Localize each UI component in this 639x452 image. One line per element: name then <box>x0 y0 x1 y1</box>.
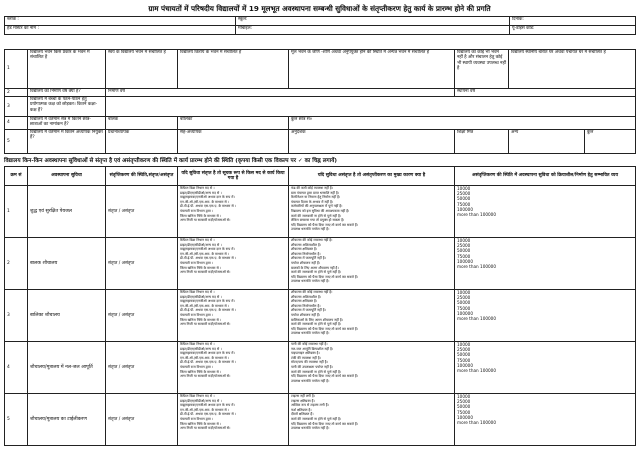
reason-option[interactable]: यदि विद्यालय को पैसा दिया जाए तो कार्य कर सकते हैं। <box>291 222 359 227</box>
cost-option[interactable]: 25000 <box>457 399 471 405</box>
boys-cell[interactable]: बालक <box>106 117 178 130</box>
row-number: 4 <box>5 117 28 130</box>
scheme-option[interactable]: डाइट/डीएम/सीडीओ/अन्य मद से । <box>180 398 222 403</box>
scheme-option[interactable]: अन्य निजी या सरकारी मदों/योजनाओं से। <box>180 426 231 431</box>
reason-option[interactable]: कार्य की जानकारी ना होने से पूर्ण नहीं है। <box>291 322 342 327</box>
reason-options[interactable] <box>289 186 455 238</box>
reason-option[interactable]: नल-जल आपूर्ति क्रियाशील नहीं है। <box>291 346 334 351</box>
scheme-option[interactable]: कैफिल विद्या निधान मद से । <box>180 394 215 398</box>
shiksha-mitra-cell[interactable]: शिक्षा मित्र <box>455 130 509 154</box>
scheme-option[interactable]: वाह्यसहायक/एनजीओ अथवा दान के रूप में। <box>180 247 235 252</box>
column-header: असंतृप्तिकरण की स्थिति में अवस्थापना सुविधा को क्रियाशील/निर्माण हेतु सम्भावित व्यय <box>455 167 636 186</box>
scheme-option[interactable]: वाह्यसहायक/एनजीओ अथवा दान के रूप में। <box>180 403 235 408</box>
scheme-option[interactable]: एन.जी.ओ./सी.एस.आर. के माध्यम से । <box>180 251 230 256</box>
reason-option[interactable]: शौचालय की कोई व्यवस्था नहीं है। <box>291 238 333 242</box>
column-header: संतृप्तिकरण की स्थिति,संतृप्त/असंतृप्त <box>106 167 178 186</box>
question: विद्यालय में वर्तमान सत्र में कितने छात्र-छात्राओं का नामांकन है? <box>28 117 106 130</box>
form-title: ग्राम पंचायतों में परिषदीय विद्यालयों में 19 मूलभूत अवस्थापना सम्बन्धी सुविधाओं के संतृप्तीकरण हेतु कार्य के प्रारम्भ होने की प्रगति <box>148 4 491 13</box>
cost-option[interactable]: 75000 <box>457 409 471 415</box>
reason-option[interactable]: उपलब्ध धनराशि पर्याप्त नहीं है। <box>291 331 330 336</box>
detail-row <box>5 117 636 130</box>
facility-name: शुद्ध एवं सुरक्षित पेयजल <box>28 186 106 238</box>
cost-option[interactable]: 50000 <box>457 196 471 202</box>
scheme-option[interactable]: डी.पी.ई.पी. अथवा एस.एस.ए. के माध्यम से । <box>180 204 237 209</box>
cost-option[interactable]: more than 100000 <box>457 316 497 322</box>
scheme-option[interactable]: जिला खनिज निधि के माध्यम से । <box>180 369 222 374</box>
facility-row <box>5 290 636 342</box>
scheme-option[interactable]: पंचायती राज विभाग द्वारा । <box>180 364 214 369</box>
cost-option[interactable]: more than 100000 <box>457 212 497 218</box>
question: विद्यालय भवन किस प्रकार के भवन में संचालित है <box>28 50 106 89</box>
scheme-option[interactable]: पंचायती राज विभाग द्वारा । <box>180 312 214 317</box>
reason-options[interactable] <box>289 290 455 342</box>
other-cell[interactable]: अन्य <box>509 130 585 154</box>
headmaster-label[interactable]: हेड मास्टर का नाम : <box>5 26 236 35</box>
reason-option[interactable]: बालिकाओं के लिए अलग शौचालय नहीं है। <box>291 317 343 322</box>
scheme-option[interactable]: कैफिल विद्या निधान मद से । <box>180 290 215 294</box>
table-header-row <box>5 167 636 186</box>
scheme-option[interactable]: डी.पी.ई.पी. अथवा एस.एस.ए. के माध्यम से । <box>180 308 237 313</box>
cost-option[interactable]: 25000 <box>457 347 471 353</box>
facility-table <box>4 166 636 446</box>
establishment-year-cell[interactable]: स्थापना वर्ष <box>455 89 636 97</box>
scheme-option[interactable]: पंचायती राज विभाग द्वारा । <box>180 416 214 421</box>
scheme-option[interactable]: पंचायती राज विभाग द्वारा । <box>180 260 214 265</box>
school-label[interactable]: स्कूल: <box>236 17 510 26</box>
option-cell[interactable]: विद्यालय स्थानीय बारात घर अथवा पंचायत घर में संचालित है <box>509 50 636 89</box>
scheme-option[interactable]: डाइट/डीएम/सीडीओ/अन्य मद से । <box>180 346 222 351</box>
question: विद्यालय में वर्तमान में कितने अध्यापक नियुक्त हैं? <box>28 130 106 154</box>
headmaster-count-cell[interactable]: प्रधानाध्यापक <box>106 130 178 154</box>
date-label[interactable]: दिनांक: <box>510 17 636 26</box>
facility-name: बालक शौचालय <box>28 238 106 290</box>
info-row <box>5 17 636 26</box>
reason-option[interactable]: पाइपलाइन क्षतिग्रस्त है। <box>291 351 320 356</box>
facility-name: शौचालय/मूत्रालय का टाईलीकरण <box>28 394 106 446</box>
section-heading: विद्यालय किन-किन अवस्थापना सुविधाओं से संतृप्त है एवं असंतृप्तीकरण की स्थिति में कार्य प्रारम्भ होने की स्थिति (कृपया किसी एक विकल्प पर ✓ का चिह्न लगायें) <box>4 158 337 164</box>
cost-option[interactable]: 100000 <box>457 206 473 212</box>
cost-option[interactable]: 25000 <box>457 295 471 301</box>
reason-option[interactable]: पर्याप्त शौचालय नहीं हैं। <box>291 260 321 265</box>
reason-option[interactable]: पानी की कोई व्यवस्था नहीं है। <box>291 342 328 346</box>
reason-option[interactable]: शौचालय अक्रियाशील है। <box>291 242 322 247</box>
scheme-option[interactable]: कैफिल विद्या निधान मद से । <box>180 342 215 346</box>
cost-option[interactable]: 50000 <box>457 352 471 358</box>
column-header: क्रम सं <box>5 167 28 186</box>
cost-option[interactable]: 10000 <box>457 238 471 243</box>
scheme-option[interactable]: कैफिल विद्या निधान मद से । <box>180 238 215 242</box>
mobile-label[interactable]: मोबाइल: <box>236 26 510 35</box>
saturation-status[interactable]: संतृप्त / असंतृप्त <box>106 394 178 446</box>
reason-option[interactable]: यदि विद्यालय को पैसा दिया जाए तो कार्य कर सकते हैं। <box>291 326 359 331</box>
reason-option[interactable]: शौचालय की कोई व्यवस्था नहीं है। <box>291 290 333 294</box>
reason-option[interactable]: कार्य की जानकारी ना होने से पूर्ण नहीं है। <box>291 416 342 421</box>
reason-option[interactable]: फंड की कमी कोई व्यवस्था नहीं है। <box>291 186 333 190</box>
cost-option[interactable]: 75000 <box>457 305 471 311</box>
scheme-option[interactable]: कैफिल विद्या निधान मद से । <box>180 186 215 190</box>
reason-option[interactable]: कर्मचारियों की अनुपलब्धता में पूर्ण नहीं है। <box>291 204 343 209</box>
reason-option[interactable]: दीवारें क्षतिग्रस्त हैं। <box>291 412 314 417</box>
reason-option[interactable]: बालकों के लिए अलग शौचालय नहीं है। <box>291 265 339 270</box>
scheme-option[interactable]: जिला खनिज निधि के माध्यम से । <box>180 317 222 322</box>
answer-cell[interactable] <box>106 97 636 117</box>
cost-options[interactable] <box>455 186 636 238</box>
school-info-table <box>4 16 636 35</box>
reason-option[interactable]: शौचालय क्षतिग्रस्त है। <box>291 299 318 304</box>
reason-option[interactable]: यदि विद्यालय को पैसा दिया जाए तो कार्य कर सकते हैं। <box>291 421 359 426</box>
info-row <box>5 26 636 35</box>
scheme-option[interactable]: एन.जी.ओ./सी.एस.आर. के माध्यम से । <box>180 199 230 204</box>
reason-option[interactable]: फर्श क्षतिग्रस्त है। <box>291 407 312 412</box>
option-cell[interactable]: स्वयं के विद्यालय भवन में संचालित है <box>106 50 178 89</box>
row-number: 1 <box>5 186 28 238</box>
saturation-status[interactable]: संतृप्त / असंतृप्त <box>106 186 178 238</box>
cost-options[interactable] <box>455 394 636 446</box>
block-label[interactable]: ब्लाक : <box>5 17 236 26</box>
scheme-option[interactable]: पंचायती राज विभाग द्वारा । <box>180 208 214 213</box>
scheme-option[interactable]: डाइट/डीएम/सीडीओ/अन्य मद से । <box>180 190 222 195</box>
scheme-option[interactable]: जिला खनिज निधि के माध्यम से । <box>180 265 222 270</box>
row-number: 5 <box>5 130 28 154</box>
scheme-option[interactable]: डी.पी.ई.पी. अथवा एस.एस.ए. के माध्यम से । <box>180 360 237 365</box>
scheme-option[interactable]: जिला खनिज निधि के माध्यम से । <box>180 421 222 426</box>
reason-option[interactable]: पर्याप्त शौचालय नहीं हैं। <box>291 312 321 317</box>
cost-options[interactable] <box>455 342 636 394</box>
reason-option[interactable]: लेकिन बनवाया गया तो प्रयुक्त हो सकता है। <box>291 218 345 223</box>
cost-option[interactable]: 75000 <box>457 357 471 363</box>
column-header: अवस्थापना सुविधा <box>28 167 106 186</box>
reason-option[interactable]: शौचालय में जलापूर्ति नहीं है। <box>291 308 326 313</box>
reason-option[interactable]: मोटर/पम्प की व्यवस्था नहीं है। <box>291 360 328 365</box>
reason-option[interactable]: शौचालय निर्माणाधीन है। <box>291 251 321 256</box>
facility-row <box>5 238 636 290</box>
scheme-option[interactable]: एन.जी.ओ./सी.एस.आर. के माध्यम से । <box>180 355 230 360</box>
cost-options[interactable] <box>455 290 636 342</box>
scheme-option[interactable]: वाह्यसहायक/एनजीओ अथवा दान के रूप में। <box>180 351 235 356</box>
row-number: 5 <box>5 394 28 446</box>
cost-option[interactable]: 10000 <box>457 342 471 347</box>
facility-row <box>5 186 636 238</box>
reason-option[interactable]: शौचालय में जलापूर्ति नहीं है। <box>291 256 326 261</box>
facility-name: शौचालय/मूत्रालय में नल-जल आपूर्ति <box>28 342 106 394</box>
cost-option[interactable]: more than 100000 <box>457 368 497 374</box>
reason-options[interactable] <box>289 342 455 394</box>
reason-option[interactable]: पानी की उपलब्धता पर्याप्त नहीं है। <box>291 364 333 369</box>
scheme-option[interactable]: अन्य निजी या सरकारी मदों/योजनाओं से। <box>180 322 231 327</box>
facility-row <box>5 342 636 394</box>
row-number: 1 <box>5 50 28 89</box>
reason-option[interactable]: टाइल्स नहीं लगी है। <box>291 394 316 398</box>
reason-option[interactable]: कार्य की जानकारी ना होने से पूर्ण नहीं है। <box>291 369 342 374</box>
cost-option[interactable]: 100000 <box>457 362 473 368</box>
detail-row <box>5 130 636 154</box>
cost-option[interactable]: 100000 <box>457 310 473 316</box>
udise-label[interactable]: यू-डाइस कोड: <box>510 26 636 35</box>
cost-option[interactable]: more than 100000 <box>457 264 497 270</box>
scheme-option[interactable]: अन्य निजी या सरकारी मदों/योजनाओं से। <box>180 374 231 379</box>
cost-options[interactable] <box>455 238 636 290</box>
scheme-options[interactable] <box>178 186 289 238</box>
school-details-table <box>4 49 636 154</box>
saturation-status[interactable]: संतृप्त / असंतृप्त <box>106 342 178 394</box>
column-header: यदि सुविधा संतृप्त है तो सूचक रूप से किस मद से कार्य किया गया है <box>178 167 289 186</box>
reason-option[interactable]: यदि विद्यालय को पैसा दिया जाए तो कार्य कर सकते हैं। <box>291 374 359 379</box>
question: विद्यालय में बच्चों के पठन-पाठन हेतु प्रयोगात्मक कक्ष को छोड़कर। कितने कक्षा-कक्ष हैं? <box>28 97 106 117</box>
reason-option[interactable]: विद्यालय को इस सुविधा की आवश्यकता नहीं है। <box>291 208 350 213</box>
reason-option[interactable]: पंचायत दिवस के अभाव में नहीं है। <box>291 199 334 204</box>
reason-option[interactable]: उपलब्ध धनराशि पर्याप्त नहीं है। <box>291 426 330 431</box>
scheme-options[interactable] <box>178 342 289 394</box>
scheme-options[interactable] <box>178 290 289 342</box>
scheme-options[interactable] <box>178 394 289 446</box>
option-cell[interactable]: विद्यालय का कोई भी भवन नहीं है और संचालन हेतु कोई भी स्थायी व्यवस्था उपलब्ध नहीं है <box>455 50 509 89</box>
scheme-option[interactable]: अन्य निजी या सरकारी मदों/योजनाओं से। <box>180 270 231 275</box>
reason-option[interactable]: टंकी की व्यवस्था नहीं है। <box>291 355 321 360</box>
scheme-option[interactable]: जिला खनिज निधि के माध्यम से । <box>180 213 222 218</box>
cost-option[interactable]: 10000 <box>457 394 471 399</box>
cost-option[interactable]: 50000 <box>457 248 471 254</box>
reason-option[interactable]: उपलब्ध धनराशि पर्याप्त नहीं है। <box>291 227 330 232</box>
reason-option[interactable]: आंशिक रूप से टाइल्स लगी हैं। <box>291 403 329 408</box>
scheme-option[interactable]: वाह्यसहायक/एनजीओ अथवा दान के रूप में। <box>180 195 235 200</box>
saturation-status[interactable]: संतृप्त / असंतृप्त <box>106 290 178 342</box>
reason-option[interactable]: टाइल्स क्षतिग्रस्त हैं। <box>291 398 315 403</box>
scheme-option[interactable]: डी.पी.ई.पी. अथवा एस.एस.ए. के माध्यम से । <box>180 412 237 417</box>
reason-option[interactable]: शौचालय अक्रियाशील है। <box>291 294 322 299</box>
scheme-option[interactable]: डाइट/डीएम/सीडीओ/अन्य मद से । <box>180 242 222 247</box>
cost-option[interactable]: 100000 <box>457 258 473 264</box>
instructor-cell[interactable]: अनुदेशक <box>289 130 455 154</box>
reason-option[interactable]: ग्राम पंचायत द्वारा प्राप्त धनराशि नहीं है। <box>291 190 340 195</box>
row-number: 2 <box>5 238 28 290</box>
scheme-option[interactable]: अन्य निजी या सरकारी मदों/योजनाओं से। <box>180 218 231 223</box>
saturation-status[interactable]: संतृप्त / असंतृप्त <box>106 238 178 290</box>
reason-options[interactable] <box>289 394 455 446</box>
girls-cell[interactable]: बालिका <box>178 117 289 130</box>
scheme-option[interactable]: वाह्यसहायक/एनजीओ अथवा दान के रूप में। <box>180 299 235 304</box>
cost-option[interactable]: 25000 <box>457 243 471 249</box>
reason-option[interactable]: शौचालय क्षतिग्रस्त है। <box>291 247 318 252</box>
option-cell[interactable]: मूल भवन के जीर्ण -शीर्ण अथवा अनुपयुक्त होने की स्थिति में अन्यत्र भवन में संचालित है <box>289 50 455 89</box>
assistant-teacher-cell[interactable]: सह-अध्यापक <box>178 130 289 154</box>
facility-row <box>5 394 636 446</box>
option-cell[interactable]: विद्यालय किराये के भवन में संचालित है <box>178 50 289 89</box>
scheme-options[interactable] <box>178 238 289 290</box>
cost-option[interactable]: 100000 <box>457 414 473 420</box>
reason-option[interactable]: उपलब्ध धनराशि पर्याप्त नहीं है। <box>291 378 330 383</box>
cost-option[interactable]: 75000 <box>457 253 471 259</box>
row-number: 3 <box>5 290 28 342</box>
cost-option[interactable]: 50000 <box>457 300 471 306</box>
reason-options[interactable] <box>289 238 455 290</box>
scheme-option[interactable]: डाइट/डीएम/सीडीओ/अन्य मद से । <box>180 294 222 299</box>
detail-row <box>5 89 636 97</box>
cost-option[interactable]: 50000 <box>457 404 471 410</box>
scheme-option[interactable]: एन.जी.ओ./सी.एस.आर. के माध्यम से । <box>180 407 230 412</box>
column-header: यदि सुविधा असंतृप्त है तो असंतृप्तीकरण का मुख्य कारण क्या है <box>289 167 455 186</box>
total-teachers-cell[interactable]: कुल <box>585 130 636 154</box>
scheme-option[interactable]: एन.जी.ओ./सी.एस.आर. के माध्यम से । <box>180 303 230 308</box>
cost-option[interactable]: 25000 <box>457 191 471 197</box>
construction-year-cell[interactable]: निर्माण वर्ष <box>106 89 455 97</box>
reason-option[interactable]: कार्य की जानकारी ना होने से पूर्ण नहीं है। <box>291 270 342 275</box>
scheme-option[interactable]: डी.पी.ई.पी. अथवा एस.एस.ए. के माध्यम से । <box>180 256 237 261</box>
detail-row <box>5 97 636 117</box>
detail-row <box>5 50 636 89</box>
question: विद्यालय का निर्माण वर्ष क्या है? <box>28 89 106 97</box>
reason-option[interactable]: शौचालय निर्माणाधीन है। <box>291 303 321 308</box>
row-number: 4 <box>5 342 28 394</box>
reason-option[interactable]: उपलब्ध धनराशि पर्याप्त नहीं है। <box>291 279 330 284</box>
reason-option[interactable]: कैन्टीनेशन या निमाण हेतु निर्माण नहीं है। <box>291 195 341 200</box>
facility-name: बालिका शौचालय <box>28 290 106 342</box>
reason-option[interactable]: कार्य की जानकारी ना होने से पूर्ण नहीं है। <box>291 213 342 218</box>
row-number: 2 <box>5 89 28 97</box>
cost-option[interactable]: 75000 <box>457 201 471 207</box>
cost-option[interactable]: 10000 <box>457 290 471 295</box>
row-number: 3 <box>5 97 28 117</box>
reason-option[interactable]: यदि विद्यालय को पैसा दिया जाए तो कार्य कर सकते हैं। <box>291 274 359 279</box>
cost-option[interactable]: 10000 <box>457 186 471 191</box>
total-students-cell[interactable]: कुल छात्र सं० <box>289 117 636 130</box>
cost-option[interactable]: more than 100000 <box>457 420 497 426</box>
